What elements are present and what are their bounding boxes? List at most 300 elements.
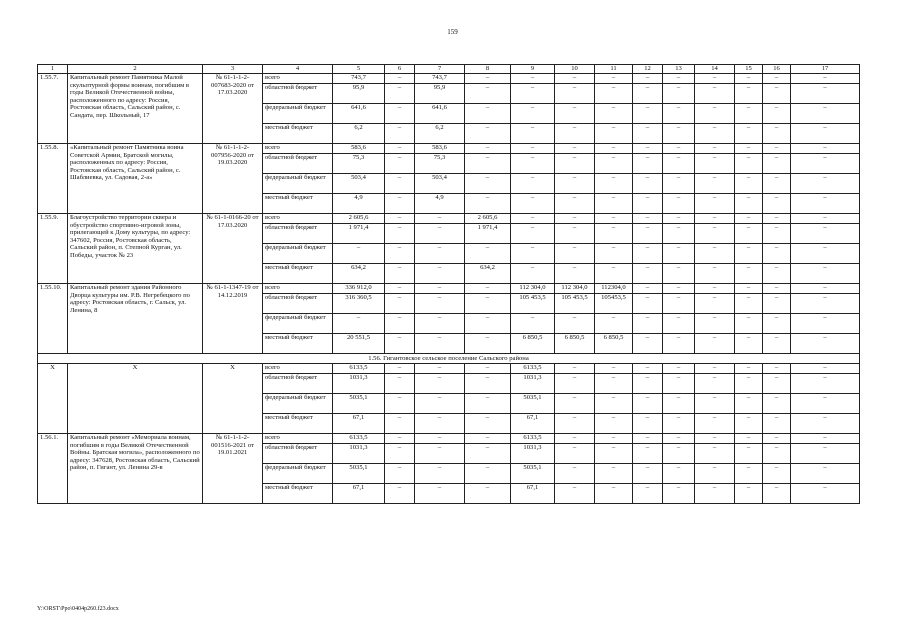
value-cell: –: [555, 124, 595, 144]
value-cell: –: [595, 104, 633, 124]
header-row: [38, 65, 860, 74]
value-cell: –: [465, 244, 511, 264]
table-row: [38, 214, 860, 224]
value-cell: 67,1: [333, 414, 385, 434]
item-id: 1.55.7.: [38, 74, 68, 144]
value-cell: –: [663, 364, 695, 374]
column-header: 14: [695, 65, 735, 74]
item-id: 1.55.9.: [38, 214, 68, 284]
value-cell: –: [511, 74, 555, 84]
value-cell: –: [763, 364, 791, 374]
item-name: Х: [68, 364, 203, 434]
value-cell: –: [555, 444, 595, 464]
value-cell: –: [663, 314, 695, 334]
funding-source-label: областной бюджет: [263, 154, 333, 174]
value-cell: 583,6: [415, 144, 465, 154]
value-cell: –: [735, 74, 763, 84]
value-cell: –: [415, 244, 465, 264]
value-cell: 1031,3: [333, 444, 385, 464]
value-cell: –: [633, 154, 663, 174]
value-cell: –: [791, 484, 860, 504]
value-cell: 4,9: [333, 194, 385, 214]
value-cell: –: [791, 374, 860, 394]
value-cell: –: [791, 104, 860, 124]
value-cell: –: [663, 294, 695, 314]
value-cell: –: [735, 244, 763, 264]
value-cell: 67,1: [511, 484, 555, 504]
value-cell: –: [791, 294, 860, 314]
value-cell: 634,2: [333, 264, 385, 284]
value-cell: –: [663, 484, 695, 504]
value-cell: 641,6: [415, 104, 465, 124]
value-cell: –: [555, 364, 595, 374]
value-cell: –: [465, 434, 511, 444]
funding-source-label: областной бюджет: [263, 84, 333, 104]
value-cell: –: [633, 464, 663, 484]
value-cell: –: [633, 394, 663, 414]
value-cell: –: [695, 314, 735, 334]
value-cell: –: [791, 84, 860, 104]
value-cell: –: [633, 364, 663, 374]
value-cell: 5035,1: [511, 394, 555, 414]
value-cell: –: [791, 444, 860, 464]
value-cell: –: [695, 154, 735, 174]
funding-source-label: местный бюджет: [263, 264, 333, 284]
value-cell: –: [465, 294, 511, 314]
value-cell: –: [333, 244, 385, 264]
value-cell: –: [415, 484, 465, 504]
funding-source-label: областной бюджет: [263, 294, 333, 314]
value-cell: –: [663, 174, 695, 194]
value-cell: 6 850,5: [595, 334, 633, 354]
value-cell: –: [385, 414, 415, 434]
column-header: 17: [791, 65, 860, 74]
item-name: Капитальный ремонт «Мемориала воинам, погибшим в годы Великой Отечественной Войны. Братская могила», расположенного по адресу: 347628, Ростовская область, Сальский район, п. Гигант, ул. Ленина 29-в: [68, 434, 203, 504]
value-cell: –: [385, 444, 415, 464]
value-cell: –: [555, 84, 595, 104]
table-body: [38, 74, 860, 504]
value-cell: –: [595, 394, 633, 414]
value-cell: –: [695, 334, 735, 354]
value-cell: –: [595, 484, 633, 504]
value-cell: –: [735, 374, 763, 394]
value-cell: –: [555, 214, 595, 224]
value-cell: –: [695, 124, 735, 144]
value-cell: –: [633, 124, 663, 144]
item-document: № 61-1-1-2-007683-2020 от 17.03.2020: [203, 74, 263, 144]
table-row: [38, 144, 860, 154]
value-cell: –: [735, 364, 763, 374]
value-cell: –: [763, 484, 791, 504]
table-row: [38, 364, 860, 374]
value-cell: –: [555, 74, 595, 84]
value-cell: –: [555, 174, 595, 194]
column-header: 10: [555, 65, 595, 74]
value-cell: –: [735, 314, 763, 334]
value-cell: –: [385, 144, 415, 154]
value-cell: –: [695, 264, 735, 284]
funding-source-label: областной бюджет: [263, 374, 333, 394]
value-cell: –: [695, 364, 735, 374]
value-cell: –: [735, 334, 763, 354]
table-row: [38, 74, 860, 84]
value-cell: 503,4: [333, 174, 385, 194]
column-header: 3: [203, 65, 263, 74]
value-cell: 95,9: [333, 84, 385, 104]
value-cell: –: [735, 434, 763, 444]
value-cell: –: [633, 414, 663, 434]
value-cell: –: [695, 214, 735, 224]
value-cell: –: [663, 104, 695, 124]
value-cell: 6 850,5: [555, 334, 595, 354]
value-cell: –: [385, 74, 415, 84]
funding-source-label: местный бюджет: [263, 414, 333, 434]
value-cell: 105 453,5: [555, 294, 595, 314]
value-cell: –: [791, 264, 860, 284]
value-cell: –: [633, 84, 663, 104]
value-cell: –: [385, 364, 415, 374]
value-cell: –: [663, 224, 695, 244]
value-cell: –: [695, 434, 735, 444]
value-cell: –: [465, 374, 511, 394]
value-cell: 6,2: [415, 124, 465, 144]
value-cell: –: [595, 464, 633, 484]
value-cell: –: [633, 334, 663, 354]
value-cell: –: [633, 444, 663, 464]
funding-source-label: местный бюджет: [263, 484, 333, 504]
value-cell: –: [735, 464, 763, 484]
column-header: 7: [415, 65, 465, 74]
value-cell: –: [555, 414, 595, 434]
value-cell: –: [415, 394, 465, 414]
column-header: 12: [633, 65, 663, 74]
column-header: 9: [511, 65, 555, 74]
value-cell: –: [763, 154, 791, 174]
value-cell: –: [385, 174, 415, 194]
value-cell: –: [735, 224, 763, 244]
value-cell: –: [465, 314, 511, 334]
value-cell: –: [415, 214, 465, 224]
value-cell: 112 304,0: [555, 284, 595, 294]
value-cell: 316 360,5: [333, 294, 385, 314]
value-cell: –: [415, 264, 465, 284]
value-cell: 641,6: [333, 104, 385, 124]
value-cell: –: [595, 74, 633, 84]
value-cell: –: [735, 294, 763, 314]
value-cell: –: [595, 314, 633, 334]
value-cell: –: [511, 314, 555, 334]
value-cell: 112304,0: [595, 284, 633, 294]
value-cell: –: [791, 464, 860, 484]
value-cell: 5035,1: [333, 464, 385, 484]
value-cell: 5035,1: [511, 464, 555, 484]
value-cell: –: [735, 174, 763, 194]
value-cell: –: [385, 124, 415, 144]
value-cell: 1 971,4: [333, 224, 385, 244]
value-cell: –: [633, 74, 663, 84]
funding-source-label: всего: [263, 434, 333, 444]
value-cell: 6133,5: [511, 434, 555, 444]
value-cell: –: [763, 144, 791, 154]
column-header: 13: [663, 65, 695, 74]
value-cell: –: [763, 314, 791, 334]
value-cell: –: [663, 194, 695, 214]
value-cell: 1031,3: [511, 374, 555, 394]
value-cell: –: [763, 244, 791, 264]
value-cell: –: [465, 144, 511, 154]
value-cell: 1031,3: [511, 444, 555, 464]
funding-source-label: областной бюджет: [263, 444, 333, 464]
value-cell: –: [735, 124, 763, 144]
value-cell: –: [695, 84, 735, 104]
value-cell: –: [385, 294, 415, 314]
value-cell: –: [385, 214, 415, 224]
value-cell: 336 912,0: [333, 284, 385, 294]
value-cell: –: [465, 464, 511, 484]
column-header: 16: [763, 65, 791, 74]
value-cell: –: [735, 444, 763, 464]
value-cell: –: [735, 214, 763, 224]
page-number: 159: [447, 28, 458, 36]
value-cell: –: [465, 84, 511, 104]
value-cell: –: [385, 394, 415, 414]
funding-source-label: всего: [263, 364, 333, 374]
item-name: «Капитальный ремонт Памятника воина Советской Армии, Братской могилы, расположенных по адресу: Россия, Ростовская область, Сальский район, с. Шаблиевка, ул. Садовая, 2-а»: [68, 144, 203, 214]
value-cell: 1 971,4: [465, 224, 511, 244]
value-cell: –: [695, 244, 735, 264]
value-cell: 5035,1: [333, 394, 385, 414]
column-header: 5: [333, 65, 385, 74]
value-cell: –: [695, 414, 735, 434]
value-cell: –: [633, 244, 663, 264]
funding-source-label: местный бюджет: [263, 334, 333, 354]
column-header: 4: [263, 65, 333, 74]
value-cell: –: [595, 124, 633, 144]
value-cell: –: [555, 104, 595, 124]
value-cell: –: [595, 154, 633, 174]
column-header: 8: [465, 65, 511, 74]
funding-source-label: федеральный бюджет: [263, 174, 333, 194]
value-cell: –: [465, 364, 511, 374]
value-cell: –: [555, 374, 595, 394]
item-id: 1.56.1.: [38, 434, 68, 504]
value-cell: –: [695, 224, 735, 244]
item-document: № 61-1-0166-20 от 17.03.2020: [203, 214, 263, 284]
value-cell: –: [763, 434, 791, 444]
column-header: 6: [385, 65, 415, 74]
value-cell: –: [555, 434, 595, 444]
value-cell: –: [695, 444, 735, 464]
value-cell: –: [385, 194, 415, 214]
value-cell: –: [595, 434, 633, 444]
value-cell: –: [763, 414, 791, 434]
value-cell: –: [465, 104, 511, 124]
value-cell: –: [663, 444, 695, 464]
value-cell: –: [555, 264, 595, 284]
value-cell: –: [633, 284, 663, 294]
value-cell: –: [385, 224, 415, 244]
value-cell: –: [595, 194, 633, 214]
funding-source-label: федеральный бюджет: [263, 394, 333, 414]
funding-source-label: всего: [263, 284, 333, 294]
value-cell: –: [735, 144, 763, 154]
funding-source-label: всего: [263, 74, 333, 84]
value-cell: –: [415, 414, 465, 434]
value-cell: –: [465, 174, 511, 194]
value-cell: –: [595, 84, 633, 104]
value-cell: –: [511, 224, 555, 244]
value-cell: –: [633, 194, 663, 214]
value-cell: –: [763, 334, 791, 354]
column-header: 15: [735, 65, 763, 74]
value-cell: –: [791, 284, 860, 294]
item-document: № 61-1-1-2-001516-2021 от 19.01.2021: [203, 434, 263, 504]
value-cell: –: [663, 74, 695, 84]
value-cell: 1031,3: [333, 374, 385, 394]
item-id: Х: [38, 364, 68, 434]
section-title: 1.56. Гигантовское сельское поселение Сальского района: [38, 354, 860, 364]
value-cell: –: [415, 224, 465, 244]
item-id: 1.55.10.: [38, 284, 68, 354]
value-cell: –: [791, 124, 860, 144]
value-cell: –: [791, 414, 860, 434]
funding-source-label: федеральный бюджет: [263, 244, 333, 264]
value-cell: –: [663, 434, 695, 444]
value-cell: –: [735, 414, 763, 434]
value-cell: –: [663, 84, 695, 104]
value-cell: –: [511, 144, 555, 154]
value-cell: –: [415, 364, 465, 374]
item-document: № 61-1-1347-19 от 14.12.2019: [203, 284, 263, 354]
value-cell: –: [695, 174, 735, 194]
value-cell: –: [791, 224, 860, 244]
value-cell: 743,7: [333, 74, 385, 84]
value-cell: –: [663, 414, 695, 434]
value-cell: –: [633, 214, 663, 224]
value-cell: –: [555, 154, 595, 174]
value-cell: –: [695, 484, 735, 504]
value-cell: –: [385, 244, 415, 264]
value-cell: –: [763, 294, 791, 314]
value-cell: 105453,5: [595, 294, 633, 314]
column-header: 2: [68, 65, 203, 74]
value-cell: –: [763, 104, 791, 124]
value-cell: –: [663, 264, 695, 284]
value-cell: 6133,5: [333, 434, 385, 444]
value-cell: –: [763, 214, 791, 224]
value-cell: –: [595, 244, 633, 264]
footer-path: Y:\ORST\Ppo\0404p260.f23.docx: [37, 606, 119, 612]
section-row: [38, 354, 860, 364]
value-cell: –: [555, 464, 595, 484]
value-cell: –: [415, 444, 465, 464]
value-cell: –: [511, 154, 555, 174]
value-cell: –: [791, 174, 860, 194]
value-cell: –: [595, 264, 633, 284]
value-cell: –: [511, 84, 555, 104]
funding-source-label: областной бюджет: [263, 224, 333, 244]
value-cell: –: [465, 284, 511, 294]
value-cell: –: [791, 244, 860, 264]
value-cell: 20 551,5: [333, 334, 385, 354]
value-cell: –: [663, 374, 695, 394]
value-cell: –: [511, 124, 555, 144]
value-cell: –: [663, 284, 695, 294]
value-cell: –: [465, 394, 511, 414]
funding-source-label: федеральный бюджет: [263, 464, 333, 484]
value-cell: 503,4: [415, 174, 465, 194]
value-cell: –: [695, 284, 735, 294]
funding-source-label: всего: [263, 144, 333, 154]
budget-table: [37, 64, 860, 504]
value-cell: 75,3: [415, 154, 465, 174]
value-cell: –: [663, 394, 695, 414]
value-cell: –: [763, 224, 791, 244]
value-cell: –: [633, 434, 663, 444]
value-cell: –: [791, 194, 860, 214]
value-cell: –: [791, 364, 860, 374]
value-cell: –: [735, 194, 763, 214]
value-cell: 105 453,5: [511, 294, 555, 314]
value-cell: –: [791, 144, 860, 154]
value-cell: –: [385, 104, 415, 124]
value-cell: –: [555, 224, 595, 244]
value-cell: –: [511, 214, 555, 224]
value-cell: –: [763, 84, 791, 104]
value-cell: –: [385, 314, 415, 334]
value-cell: –: [595, 144, 633, 154]
value-cell: –: [595, 214, 633, 224]
item-document: № 61-1-1-2-007956-2020 от 19.03.2020: [203, 144, 263, 214]
funding-source-label: местный бюджет: [263, 194, 333, 214]
value-cell: –: [333, 314, 385, 334]
value-cell: 112 304,0: [511, 284, 555, 294]
value-cell: –: [763, 444, 791, 464]
value-cell: –: [763, 394, 791, 414]
value-cell: –: [385, 334, 415, 354]
value-cell: –: [633, 314, 663, 334]
value-cell: –: [663, 334, 695, 354]
value-cell: –: [633, 264, 663, 284]
funding-source-label: федеральный бюджет: [263, 314, 333, 334]
value-cell: –: [663, 244, 695, 264]
value-cell: –: [735, 104, 763, 124]
value-cell: –: [763, 194, 791, 214]
value-cell: –: [555, 314, 595, 334]
value-cell: –: [511, 194, 555, 214]
value-cell: 75,3: [333, 154, 385, 174]
item-document: Х: [203, 364, 263, 434]
value-cell: –: [465, 444, 511, 464]
value-cell: –: [663, 144, 695, 154]
value-cell: –: [663, 464, 695, 484]
value-cell: –: [595, 374, 633, 394]
value-cell: –: [595, 364, 633, 374]
value-cell: –: [633, 174, 663, 194]
value-cell: 583,6: [333, 144, 385, 154]
value-cell: –: [791, 314, 860, 334]
value-cell: –: [465, 414, 511, 434]
value-cell: –: [385, 484, 415, 504]
table-row: [38, 284, 860, 294]
value-cell: –: [695, 464, 735, 484]
value-cell: –: [415, 294, 465, 314]
value-cell: –: [695, 194, 735, 214]
value-cell: –: [663, 214, 695, 224]
value-cell: –: [555, 144, 595, 154]
value-cell: 67,1: [511, 414, 555, 434]
value-cell: –: [791, 74, 860, 84]
